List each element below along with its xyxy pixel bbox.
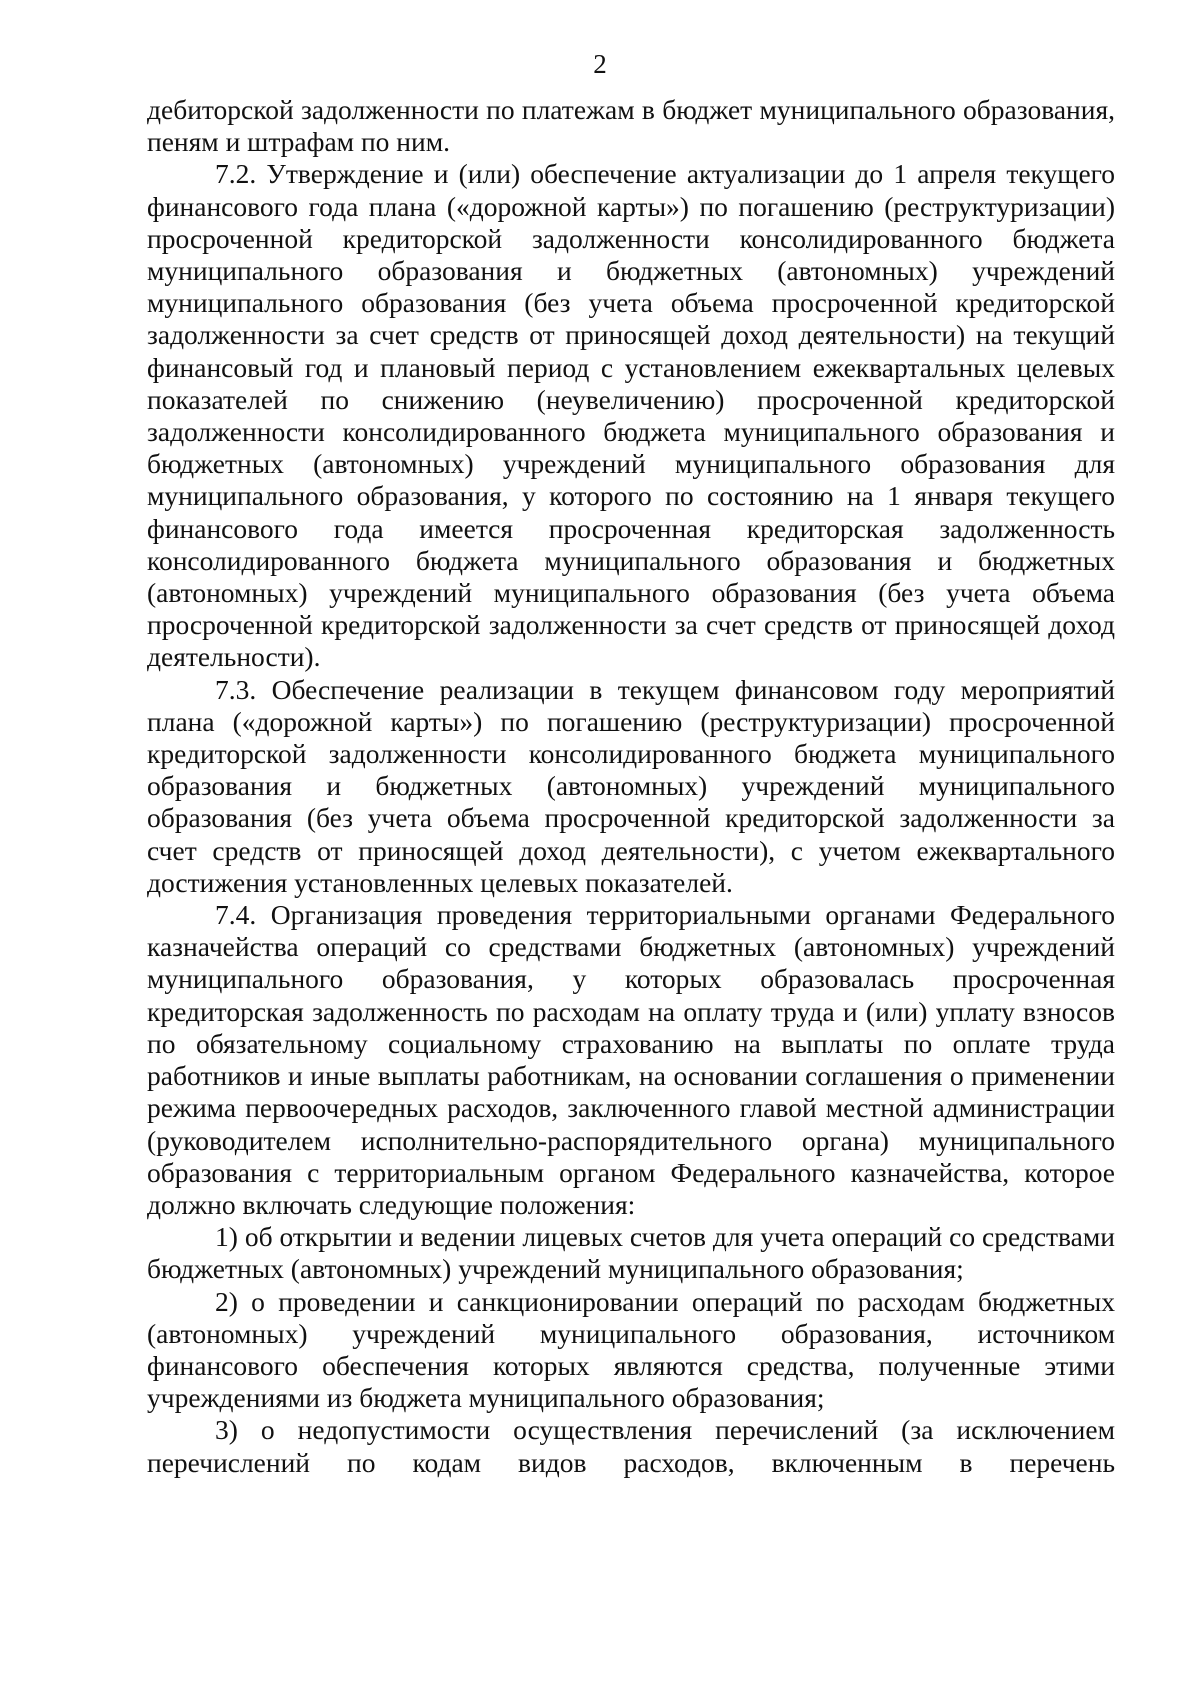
list-item-2: 2) о проведении и санкционировании операций по расходам бюджетных (автономных) учреждений муниципального образования, источником финансового обеспечения которых являются средства, полученные этими учреждениями из бюджета муниципального образования; — [147, 1285, 1115, 1414]
list-item-3: 3) о недопустимости осуществления перечислений (за исключением перечислений по кодам видов расходов, включенным в перечень — [147, 1414, 1115, 1478]
document-body — [147, 94, 1115, 1479]
paragraph-7-2: 7.2. Утверждение и (или) обеспечение актуализации до 1 апреля текущего финансового года плана («дорожной карты») по погашению (реструктуризации) просроченной кредиторской задолженности консолидированного бюджета муниципального образования и бюджетных (автономных) учреждений муниципального образования (без учета объема просроченной кредиторской задолженности за счет средств от приносящей доход деятельности) на текущий финансовый год и плановый период с установлением ежеквартальных целевых показателей по снижению (неувеличению) просроченной кредиторской задолженности консолидированного бюджета муниципального образования и бюджетных (автономных) учреждений муниципального образования для муниципального образования, у которого по состоянию на 1 января текущего финансового года имеется просроченная кредиторская задолженность консолидированного бюджета муниципального образования и бюджетных (автономных) учреждений муниципального образования (без учета объема просроченной кредиторской задолженности за счет средств от приносящей доход деятельности). — [147, 158, 1115, 673]
paragraph-continuation: дебиторской задолженности по платежам в бюджет муниципального образования, пеням и штрафам по ним. — [147, 94, 1115, 158]
page-number: 2 — [593, 49, 607, 79]
list-item-1: 1) об открытии и ведении лицевых счетов для учета операций со средствами бюджетных (автономных) учреждений муниципального образования; — [147, 1221, 1115, 1285]
paragraph-7-3: 7.3. Обеспечение реализации в текущем финансовом году мероприятий плана («дорожной карты») по погашению (реструктуризации) просроченной кредиторской задолженности консолидированного бюджета муниципального образования и бюджетных (автономных) учреждений муниципального образования (без учета объема просроченной кредиторской задолженности за счет средств от приносящей доход деятельности), с учетом ежеквартального достижения установленных целевых показателей. — [147, 673, 1115, 898]
paragraph-7-4: 7.4. Организация проведения территориальными органами Федерального казначейства операций со средствами бюджетных (автономных) учреждений муниципального образования, у которых образовалась просроченная кредиторская задолженность по расходам на оплату труда и (или) уплату взносов по обязательному социальному страхованию на выплаты по оплате труда работников и иные выплаты работникам, на основании соглашения о применении режима первоочередных расходов, заключенного главой местной администрации (руководителем исполнительно-распорядительного органа) муниципального образования с территориальным органом Федерального казначейства, которое должно включать следующие положения: — [147, 899, 1115, 1220]
